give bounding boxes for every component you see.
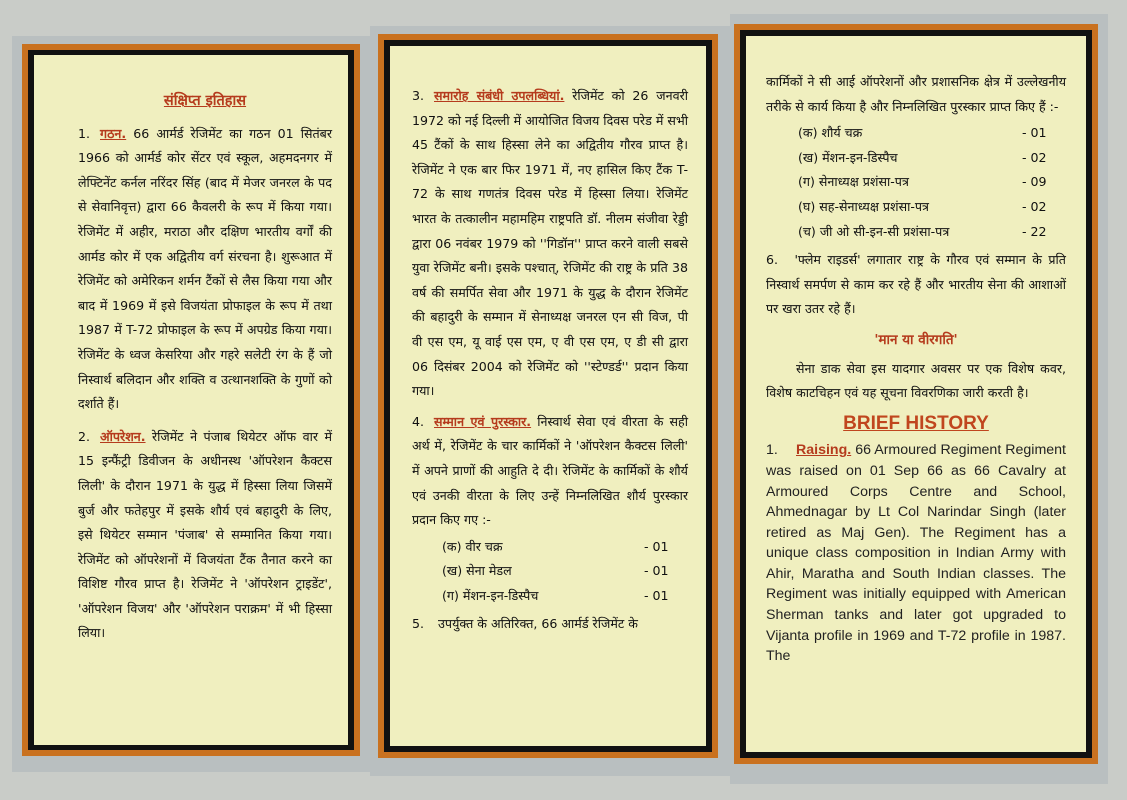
award-row [798,220,1066,245]
postal-text: सेना डाक सेवा इस यादगार अवसर पर एक विशेष कवर, विशेष काटचिहन एवं यह सूचना विवरणिका जारी करती है। [766,360,1066,401]
section-text: 'फ्लेम राइडर्स' लगातार राष्ट्र के गौरव एवं सम्मान के प्रति निस्वार्थ समर्पण से काम कर रहे हैं और भारतीय सेना की आशाओं पर खरा उतर रहे हैं। [766,252,1066,317]
section-number: 1. [78,125,91,141]
left-title: संक्षिप्त इतिहास [163,93,247,109]
section-text: 66 Armoured Regiment Regiment was raised on 01 Sep 66 as 66 Cavalry at Armoured Corps Centre and School, Ahmednagar by Lt Col Narindar Singh (later retired as Maj Gen). The Regiment has a unique class composition in Indian Army with Ahir, Maratha and South Indian classes. The Regiment was initially equipped with American Sherman tanks and later got upgraded to Vijanta profile in 1969 and T-72 profile in 1987. The [766,442,1066,665]
award-row [798,146,1066,171]
section-number: 6. [766,252,779,268]
gallantry-awards-list [412,535,688,609]
award-row [442,584,688,609]
award-label: (ग) सेनाध्यक्ष प्रशंसा-पत्र [798,174,909,190]
award-label: (ग) मेंशन-इन-डिस्पैच [442,587,539,603]
section-text: रेजिमेंट को 26 जनवरी 1972 को नई दिल्ली में आयोजित विजय दिवस परेड में सभी 45 टैंकों के साथ हिस्सा लेने का अद्वितीय गौरव प्राप्त है। रेजिमेंट ने एक बार फिर 1971 में, नए हासिल किए टैंक T-72 के साथ गणतंत्र दिवस परेड में हिस्सा लिया। रेजिमेंट भारत के तत्कालीन महामहिम राष्ट्रपति डॉ. नीलम संजीवा रेड्डी द्वारा 06 नवंबर 1979 को ''गिडॉन'' प्राप्त करने वाली सबसे युवा रेजिमेंट बनी। इसके पश्चात्, रेजिमेंट की राष्ट्र के प्रति 38 वर्ष की समर्पित सेवा और 1971 के युद्ध के दौरान रेजिमेंट की बहादुरी के सम्मान में सेनाध्यक्ष जनरल एन सी विज, पी वी एस एम, यू वाई एस एम, ए वी एस एम, ए डी सी द्वारा 06 दिसंबर 2004 को रेजिमेंट को ''स्टेण्डर्ड'' प्रदान किया गया। [412,88,688,399]
right-content [746,36,1086,752]
award-row [798,170,1066,195]
section-gathan [78,122,332,417]
middle-content [390,46,706,746]
section-number: 3. [412,88,425,103]
award-count: - 01 [1022,125,1047,141]
award-count: - 02 [1022,149,1047,165]
award-label: (ख) मेंशन-इन-डिस्पैच [798,149,898,165]
section-text: उपर्युक्त के अतिरिक्त, 66 आर्मर्ड रेजिमेंट के [438,616,638,632]
brief-history-title: BRIEF HISTORY [843,412,989,434]
award-row [442,559,688,584]
award-label: (ख) सेना मेडल [442,563,512,579]
section-heading: सम्मान एवं पुरस्कार. [434,413,532,429]
section-number: 5. [412,616,425,632]
award-label: (क) शौर्य चक्र [798,125,863,141]
section-flame-riders [766,248,1066,322]
motto: 'मान या वीरगति' [874,331,958,348]
section-text: निस्वार्थ सेवा एवं वीरता के सही अर्थ में, रेजिमेंट के चार कार्मिकों ने 'ऑपरेशन कैक्टस लिली' में अपने प्राणों की आहुति दे दी। रेजिमेंट के कार्मिकों के शौर्य एवं उनकी वीरता के लिए उन्हें निम्नलिखित शौर्य पुरस्कार प्रदान किए गए :- [412,413,688,528]
award-label: (घ) सह-सेनाध्यक्ष प्रशंसा-पत्र [798,198,930,214]
section-additional [412,612,688,637]
award-count: - 01 [644,563,669,579]
section-number: 4. [412,413,425,429]
service-awards-list [766,121,1066,244]
section-heading: समारोह संबंधी उपलब्धियां. [434,88,565,103]
section-ceremonial [412,84,688,404]
left-content [34,55,348,745]
award-label: (च) जी ओ सी-इन-सी प्रशंसा-पत्र [798,223,950,239]
section-raising [766,440,1066,667]
section-heading: ऑपरेशन. [100,428,146,444]
section-heading: गठन. [100,125,127,141]
section-awards [412,410,688,533]
section-operation [78,425,332,646]
award-count: - 01 [644,587,669,603]
award-row [798,195,1066,220]
award-count: - 02 [1022,198,1047,214]
award-count: - 01 [644,538,669,554]
award-count: - 09 [1022,174,1047,190]
award-row [798,121,1066,146]
award-count: - 22 [1022,223,1047,239]
section-number: 2. [78,428,91,444]
awards-intro-text: कार्मिकों ने सी आई ऑपरेशनों और प्रशासनिक क्षेत्र में उल्लेखनीय तरीके से कार्य किया है और निम्नलिखित पुरस्कार प्राप्त किए हैं :- [766,74,1066,114]
award-label: (क) वीर चक्र [442,538,503,554]
section-text: 66 आर्मर्ड रेजिमेंट का गठन 01 सितंबर 1966 को आर्मर्ड कोर सेंटर एवं स्कूल, अहमदनगर में लेफ्टिनेंट कर्नल नरिंदर सिंह (बाद में मेजर जनरल के पद से सेवानिवृत्त) द्वारा 66 कैवलरी के रूप में किया गया। रेजिमेंट में अहीर, मराठा और दक्षिण भारतीय वर्गों की आर्मड कोर में एक अद्वितीय वर्ग संरचना है। शुरूआत में रेजिमेंट को अमेरिकन शर्मन टैंकों से लैस किया गया और बाद में 1969 में इसे विजयंता प्रोफाइल के रूप में तथा 1987 में T-72 प्रोफाइल के रूप में अपग्रेड किया गया। रेजिमेंट के ध्वज केसरिया और गहरे सलेटी रंग के हैं जो निस्वार्थ बलिदान और शक्ति व उत्थानशक्ति के गुणों को दर्शाते हैं। [78,125,332,412]
award-row [442,535,688,560]
section-number: 1. [766,442,778,459]
section-text: रेजिमेंट ने पंजाब थियेटर ऑफ वार में 15 इन्फैंट्री डिवीजन के अधीनस्थ 'ऑपरेशन कैक्टस लिली' के दौरान 1971 के युद्ध में हिस्सा लिया जिसमें बुर्ज और फतेहपुर में इसके शौर्य एवं बहादुरी के लिए, इसे थियेटर सम्मान 'पंजाब' से सम्मानित किया गया। रेजिमेंट को ऑपरेशनों में विजयंता टैंक तैनात करने का विशिष्ट गौरव प्राप्त है। रेजिमेंट ने 'ऑपरेशन ट्राइडेंट', 'ऑपरेशन विजय' और 'ऑपरेशन पराक्रम' में भी हिस्सा लिया। [78,428,332,641]
section-heading: Raising. [796,442,852,459]
